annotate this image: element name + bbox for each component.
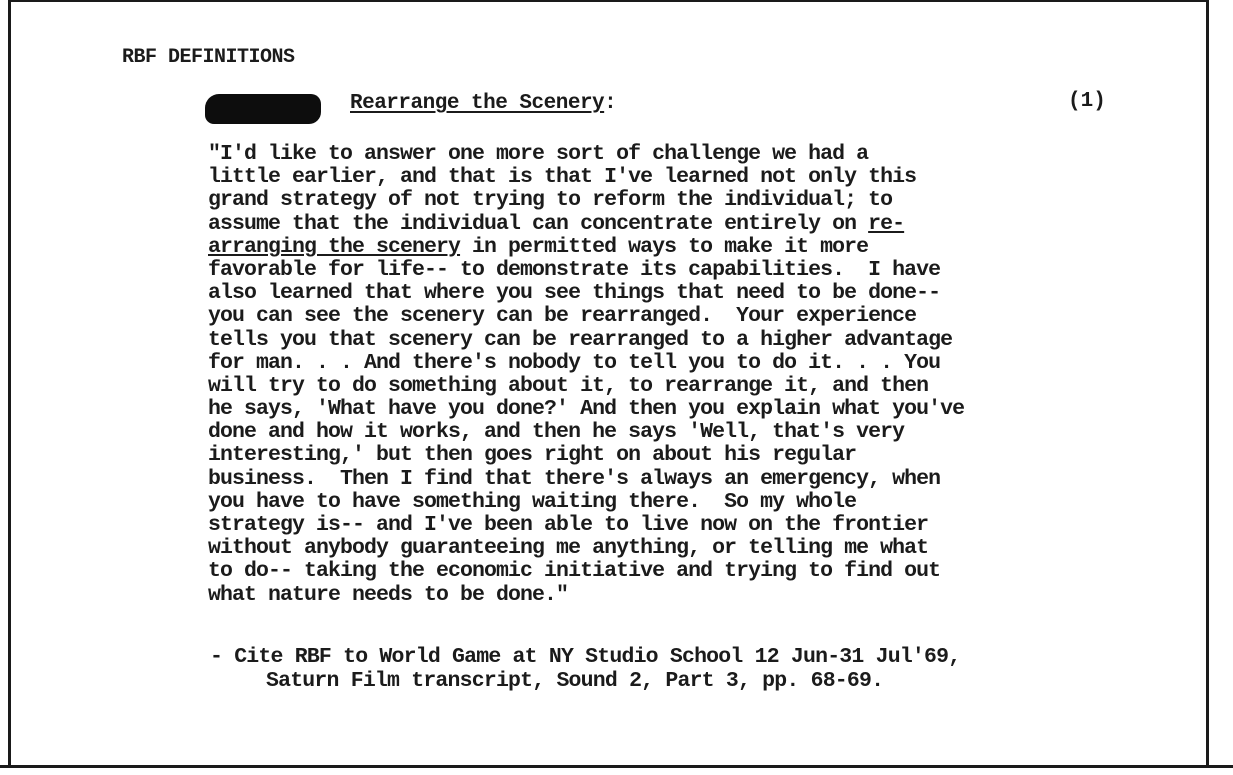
quote-line: also learned that where you see things that need to be done-- <box>208 281 941 306</box>
quote-line: what nature needs to be done." <box>208 582 569 607</box>
quote-line: you can see the scenery can be rearranged. Your experience <box>208 304 917 329</box>
quote-block <box>208 143 964 607</box>
entry-title-colon: : <box>604 92 617 115</box>
quote-text: assume that the individual can concentrate entirely on <box>208 211 869 236</box>
quote-line: tells you that scenery can be rearranged to a higher advantage <box>208 327 953 352</box>
citation-line: - Cite RBF to World Game at NY Studio School 12 Jun-31 Jul'69, <box>210 645 961 669</box>
redaction-mark <box>205 94 321 124</box>
quote-line: for man. . . And there's nobody to tell you to do it. . . You <box>208 350 941 375</box>
quote-line: without anybody guaranteeing me anything, or telling me what <box>208 536 929 561</box>
bottom-border <box>0 765 1233 768</box>
quote-line: will try to do something about it, to rearrange it, and then <box>208 373 929 398</box>
citation-line: Saturn Film transcript, Sound 2, Part 3, pp. 68-69. <box>266 669 884 693</box>
underlined-phrase: re- <box>868 211 905 236</box>
citation <box>210 645 960 693</box>
quote-line: interesting,' but then goes right on about his regular <box>208 443 857 468</box>
quote-line <box>208 213 964 236</box>
quote-line: he says, 'What have you done?' And then you explain what you've <box>208 397 965 422</box>
quote-text: in permitted ways to make it more <box>460 234 869 259</box>
quote-line: strategy is-- and I've been able to live now on the frontier <box>208 513 929 537</box>
quote-line: favorable for life-- to demonstrate its capabilities. I have <box>208 257 941 282</box>
quote-line: grand strategy of not trying to reform the individual; to <box>208 188 893 213</box>
quote-line <box>208 236 964 259</box>
entry-title <box>350 92 616 115</box>
quote-line: to do-- taking the economic initiative and trying to find out <box>208 559 941 584</box>
quote-line: little earlier, and that is that I've learned not only this <box>208 165 917 190</box>
quote-line: business. Then I find that there's always an emergency, when <box>208 466 941 491</box>
quote-line: you have to have something waiting there. So my whole <box>208 489 857 514</box>
document-heading: RBF DEFINITIONS <box>122 46 295 69</box>
quote-line: done and how it works, and then he says 'Well, that's very <box>208 420 905 445</box>
page-number: (1) <box>1068 90 1106 113</box>
quote-line: "I'd like to answer one more sort of challenge we had a <box>208 142 869 166</box>
entry-title-text: Rearrange the Scenery <box>350 92 605 115</box>
underlined-phrase: arranging the scenery <box>208 234 461 259</box>
